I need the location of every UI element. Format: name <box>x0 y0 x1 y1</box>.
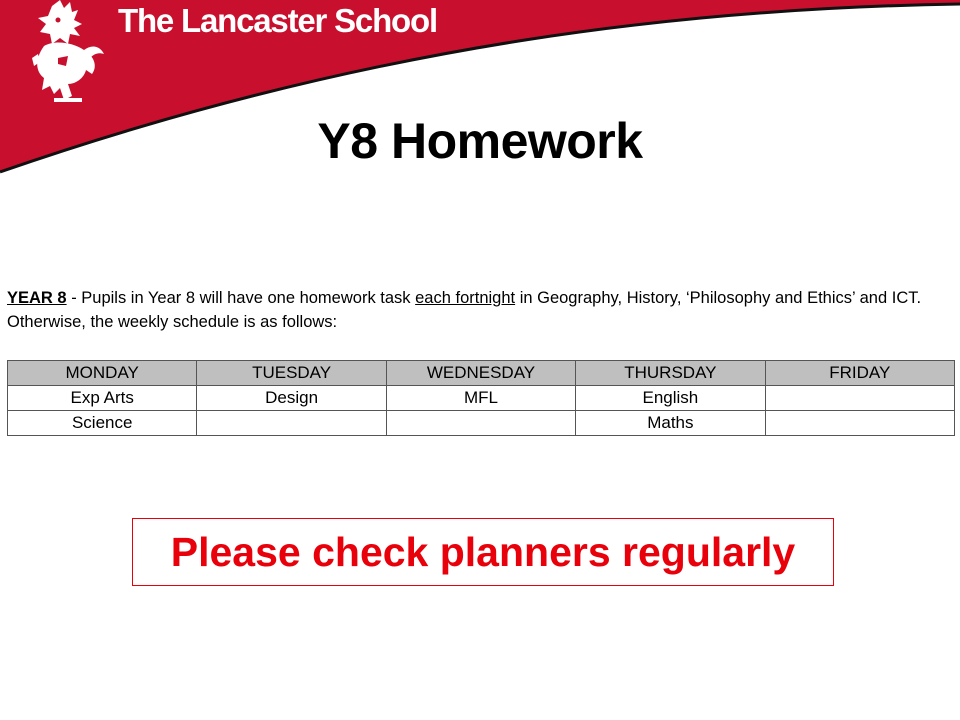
table-cell: Maths <box>576 411 765 436</box>
table-cell <box>765 411 954 436</box>
table-cell: Exp Arts <box>8 386 197 411</box>
intro-paragraph <box>7 286 937 334</box>
intro-text-1: - Pupils in Year 8 will have one homework task <box>66 289 416 307</box>
planner-notice: Please check planners regularly <box>132 518 834 586</box>
header-tuesday: TUESDAY <box>197 361 386 386</box>
table-cell: Science <box>8 411 197 436</box>
header-thursday: THURSDAY <box>576 361 765 386</box>
page-title: Y8 Homework <box>317 113 643 169</box>
lion-crest-icon <box>24 0 110 104</box>
table-row <box>8 386 955 411</box>
table-cell <box>386 411 575 436</box>
year-label: YEAR 8 <box>7 289 67 307</box>
table-cell <box>765 386 954 411</box>
table-cell: English <box>576 386 765 411</box>
table-cell <box>197 411 386 436</box>
homework-schedule-table <box>7 360 955 436</box>
school-name: The Lancaster School <box>118 2 437 39</box>
intro-emphasis: each fortnight <box>415 289 516 307</box>
table-row <box>8 411 955 436</box>
table-cell: MFL <box>386 386 575 411</box>
table-header-row <box>8 361 955 386</box>
header-wednesday: WEDNESDAY <box>386 361 575 386</box>
header-friday: FRIDAY <box>765 361 954 386</box>
table-cell: Design <box>197 386 386 411</box>
header-monday: MONDAY <box>8 361 197 386</box>
intro-text-2: in Geography, History, ‘Philosophy and Ethics’ and ICT. Otherwise, the weekly schedule is as follows: <box>7 289 922 331</box>
